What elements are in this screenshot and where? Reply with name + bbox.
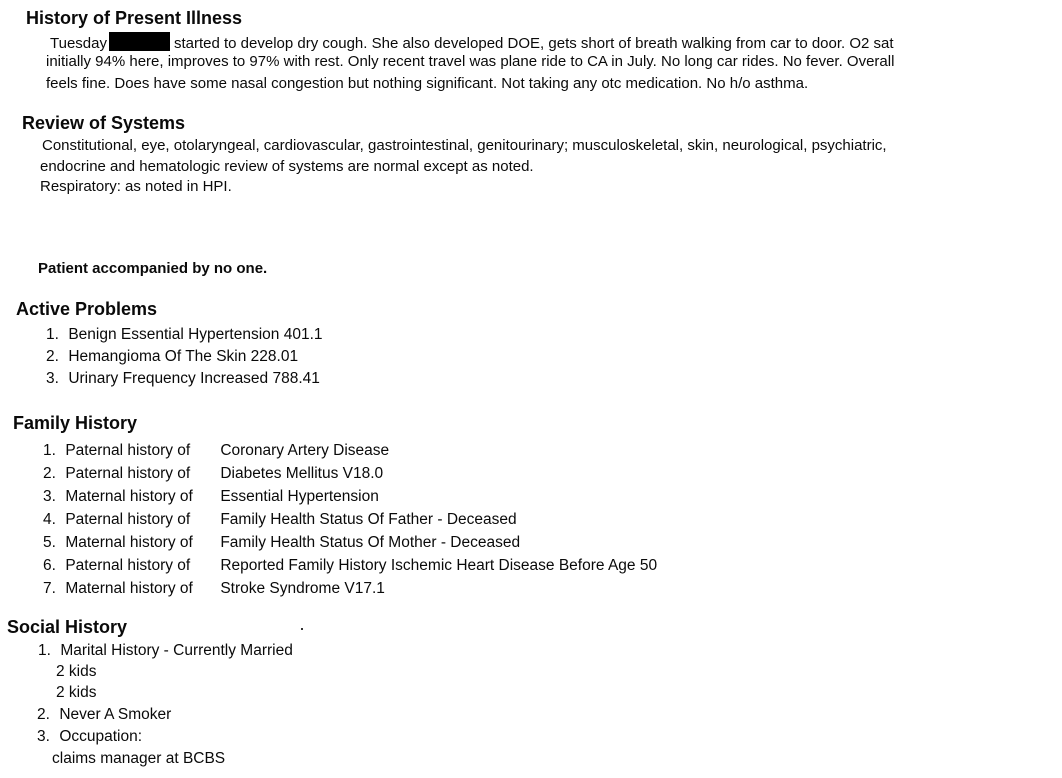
list-item: 3. Maternal history of Essential Hypertension [43,488,379,505]
list-item: 5. Maternal history of Family Health Status Of Mother - Deceased [43,534,521,551]
social-item-2: 2. Never A Smoker [37,706,172,723]
social-item-3-sub: claims manager at BCBS [52,750,226,767]
ros-heading: Review of Systems [22,113,186,133]
hpi-line-1-start: Tuesday [50,35,107,52]
list-item: 7. Maternal history of Stroke Syndrome V17.1 [43,580,385,597]
list-item: 1. Paternal history of Coronary Artery Disease [43,442,390,459]
list-item: 1. Benign Essential Hypertension 401.1 [46,326,323,343]
hpi-heading: History of Present Illness [26,8,243,28]
hpi-line-1-rest: started to develop dry cough. She also developed DOE, gets short of breath walking from car to door. O2 sat [173,35,894,52]
family-history-heading: Family History [13,413,138,433]
list-item: 3. Urinary Frequency Increased 788.41 [46,370,320,387]
list-item: 2. Hemangioma Of The Skin 228.01 [46,348,299,365]
scan-speck [301,628,303,630]
list-item: 2. Paternal history of Diabetes Mellitus V18.0 [43,465,384,482]
social-item-1: 1. Marital History - Currently Married [38,642,293,659]
accompanied-note: Patient accompanied by no one. [38,260,268,277]
active-problems-list [46,324,323,390]
list-item: 6. Paternal history of Reported Family History Ischemic Heart Disease Before Age 50 [43,557,658,574]
social-item-1-sub-1: 2 kids [56,663,97,680]
ros-line-2: endocrine and hematologic review of systems are normal except as noted. [40,158,534,175]
family-history-list [43,439,657,600]
social-item-1-sub-2: 2 kids [56,684,97,701]
active-problems-heading: Active Problems [16,299,158,319]
social-history-heading: Social History [7,617,128,637]
social-item-3: 3. Occupation: [37,728,143,745]
redaction-bar [109,32,170,51]
hpi-line-3: feels fine. Does have some nasal congestion but nothing significant. Not taking any otc medication. No h/o asthma. [46,75,809,92]
ros-line-3: Respiratory: as noted in HPI. [40,178,232,195]
hpi-line-1 [50,32,894,53]
list-item: 4. Paternal history of Family Health Status Of Father - Deceased [43,511,517,528]
ros-line-1: Constitutional, eye, otolaryngeal, cardiovascular, gastrointestinal, genitourinary; musculoskeletal, skin, neurological, psychiatric, [42,137,887,154]
hpi-line-2: initially 94% here, improves to 97% with rest. Only recent travel was plane ride to CA in July. No long car rides. No fever. Overall [46,53,895,70]
